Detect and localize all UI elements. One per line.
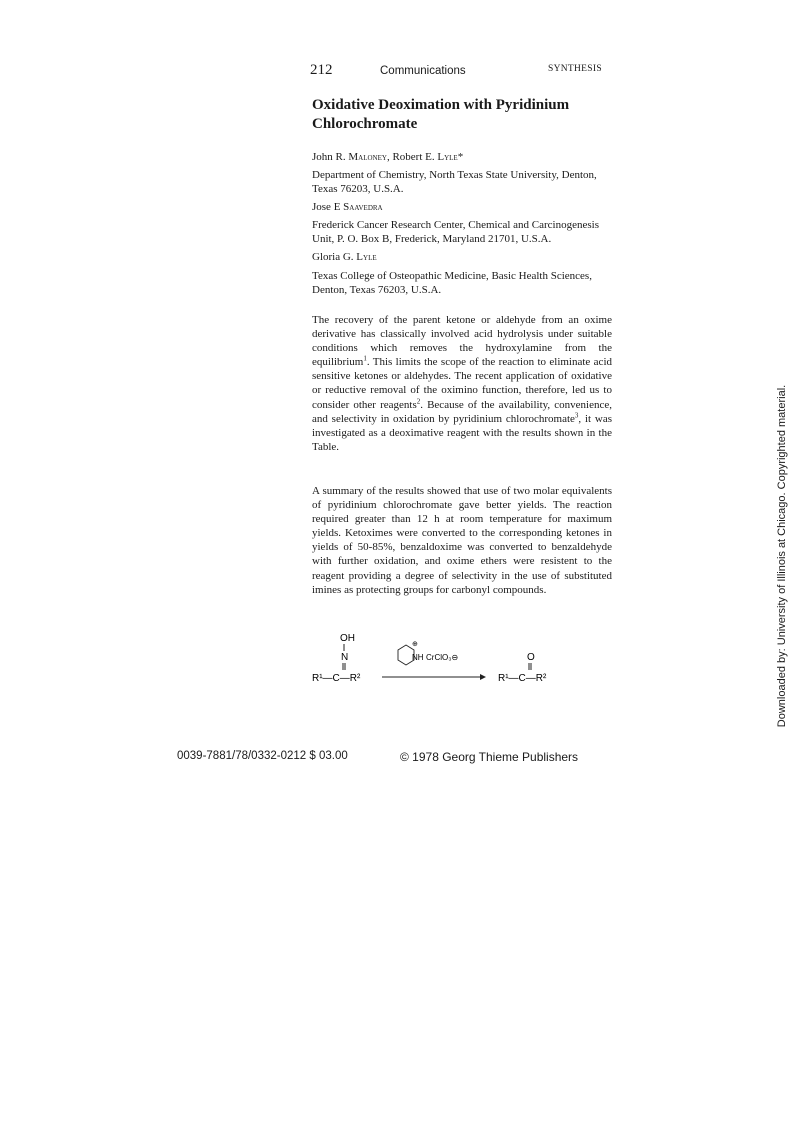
download-watermark: Downloaded by: University of Illinois at Chicago. Copyrighted material.: [776, 384, 788, 728]
scheme-reagent: CrClO₃⊖: [426, 653, 459, 662]
scheme-o: O: [527, 652, 535, 663]
affiliation-2: Frederick Cancer Research Center, Chemical and Carcinogenesis Unit, P. O. Box B, Frederick, Maryland 21701, U.S.A.: [312, 219, 599, 245]
affiliation-1: Department of Chemistry, North Texas State University, Denton, Texas 76203, U.S.A.: [312, 169, 597, 195]
author-line-2: Jose E Saavedra: [312, 201, 383, 213]
author-line-1: John R. Maloney, Robert E. Lyle*: [312, 151, 464, 163]
scheme-nh: NH: [412, 653, 424, 662]
journal-name: SYNTHESIS: [548, 64, 602, 74]
page-number: 212: [310, 62, 333, 78]
scheme-n: N: [341, 652, 349, 663]
footer-copyright: © 1978 Georg Thieme Publishers: [400, 750, 579, 764]
reaction-scheme: [300, 630, 620, 700]
body-paragraph-2: A summary of the results showed that use of two molar equivalents of pyridinium chlorochromate gave better yields. The reaction required greater than 12 h at room temperature for maximum yields. Ketoximes were converted to the corresponding ketones in yields of 50-85%, benzaldoxime was converted to benzaldehyde with further oxidation, and oxime ethers were resistent to the reagent providing a degree of selectivity in the use of substituted imines as protecting groups for carbonyl compounds.: [312, 485, 612, 596]
author-line-3: Gloria G. Lyle: [312, 251, 377, 263]
footer-code: 0039-7881/78/0332-0212 $ 03.00: [177, 750, 348, 762]
scheme-product: R¹—C—R²: [498, 673, 547, 684]
article-title: Oxidative Deoximation with Pyridinium Chlorochromate: [312, 97, 570, 132]
body-paragraph-1: The recovery of the parent ketone or aldehyde from an oxime derivative has classically involved acid hydrolysis under suitable conditions which removes the hydroxylamine from the equilibrium$^1$. This limits the scope of the reaction to eliminate acid sensitive ketones or aldehydes. The recent application of oxidative or reductive removal of the oximino function, therefore, led us to consider other reagents$^2$. Because of the availability, convenience, and selectivity in oxidation by pyridinium chlorochromate$^3$, it was investigated as a deoximative reagent with the results shown in the Table.: [312, 314, 612, 453]
scheme-oh: OH: [340, 633, 355, 644]
scheme-reactant: R¹—C—R²: [312, 673, 361, 684]
scheme-plus: ⊕: [412, 641, 418, 648]
section-label: Communications: [380, 65, 466, 77]
affiliation-3: Texas College of Osteopathic Medicine, Basic Health Sciences, Denton, Texas 76203, U.S.A.: [312, 270, 592, 296]
